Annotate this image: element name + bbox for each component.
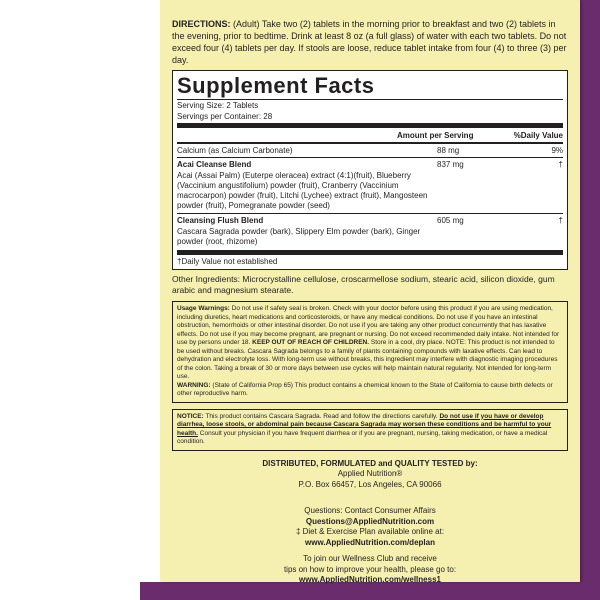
- wellness-club-text: To join our Wellness Club and receive: [303, 554, 437, 563]
- notice-box: [172, 409, 568, 451]
- row-amount: 88 mg: [437, 146, 460, 155]
- diet-plan-text: ‡ Diet & Exercise Plan available online at:: [295, 527, 445, 536]
- row-amount: 605 mg: [437, 216, 464, 225]
- warnings-label: Usage Warnings:: [177, 305, 230, 312]
- wellness-club-text-2: tips on how to improve your health, please go to:: [283, 564, 457, 574]
- distributor-address: P.O. Box 66457, Los Angeles, CA 90066: [298, 479, 442, 489]
- contact-info: [172, 506, 568, 586]
- row-dv: 9%: [551, 146, 563, 155]
- table-row: [177, 144, 563, 157]
- row-name: Cleansing Flush Blend: [177, 216, 264, 225]
- distributor-info: [172, 459, 568, 491]
- serving-size: Serving Size: 2 Tablets: [177, 101, 259, 110]
- notice-underlined-text: Do not use if you have or develop diarrhea, loose stools, or abdominal pain because Cascara Sagrada may worsen these conditions and be harmful to your health.: [177, 412, 552, 437]
- row-amount: 837 mg: [437, 160, 464, 169]
- table-header-row: [177, 129, 563, 142]
- table-row: [177, 158, 563, 171]
- header-dv: %Daily Value: [513, 131, 563, 140]
- header-amount: Amount per Serving: [397, 131, 474, 140]
- notice-label: NOTICE:: [177, 412, 204, 420]
- wellness-club-url: www.AppliedNutrition.com/wellness1: [299, 575, 441, 584]
- directions-text: (Adult) Take two (2) tablets in the morning prior to breakfast and two (2) tablets in the evening, prior to bedtime. Drink at least 8 oz (a full glass) of water with each two tablets. Do not exceed four (4) tablets per day. If stools are loose, reduce tablet intake from four (4) to three (3) per day.: [172, 19, 567, 65]
- row-dv: †: [558, 216, 563, 225]
- row-name: Calcium (as Calcium Carbonate): [177, 146, 293, 155]
- usage-warnings: [172, 301, 568, 403]
- distributor-heading: DISTRIBUTED, FORMULATED and QUALITY TESTED by:: [262, 458, 478, 468]
- prop65-text: (State of California Prop 65) This product contains a chemical known to the State of California to cause birth defects or other reproductive harm.: [177, 381, 553, 397]
- table-row: [177, 214, 563, 227]
- notice-text-2: Consult your physician if you have frequent diarrhea or if you are pregnant, nursing, taking medication, or have a medical condition.: [177, 429, 548, 445]
- directions: [172, 18, 568, 66]
- row-description: Cascara Sagrada powder (bark), Slippery Elm powder (bark), Ginger powder (root, rhizome): [177, 227, 421, 246]
- questions-email: Questions@AppliedNutrition.com: [305, 516, 435, 526]
- servings-per-container: Servings per Container: 28: [177, 112, 273, 121]
- row-name: Acai Cleanse Blend: [177, 160, 252, 169]
- diet-plan-url: www.AppliedNutrition.com/deplan: [305, 537, 435, 547]
- dv-footnote: †Daily Value not established: [177, 257, 278, 266]
- notice-text: This product contains Cascara Sagrada. Read and follow the directions carefully.: [205, 412, 438, 420]
- keep-out-text: KEEP OUT OF REACH OF CHILDREN.: [252, 339, 370, 346]
- questions-text: Questions: Contact Consumer Affairs: [304, 506, 436, 515]
- supplement-facts-table: [172, 70, 568, 270]
- prop65-label: WARNING:: [177, 381, 211, 389]
- other-ingredients: Other Ingredients: Microcrystalline cellulose, croscarmellose sodium, stearic acid, silicon dioxide, gum arabic and magnesium stearate.: [172, 274, 555, 295]
- row-description: Acai (Assai Palm) (Euterpe oleracea) extract (4:1)(fruit), Blueberry (Vaccinium angustifolium) powder (fruit), Cranberry (Vaccinium macrocarpon) powder (fruit), Litchi (Lychee) extract (fruit), Mangosteen powder (fruit), Pomegranate powder (seed): [177, 171, 428, 210]
- label-panel: [160, 0, 580, 582]
- directions-label: DIRECTIONS:: [172, 19, 231, 29]
- row-dv: †: [558, 160, 563, 169]
- warnings-text: Do not use if safety seal is broken. Check with your doctor before using this product if you are using medication, including diuretics, heart medications and corticosteroids, or have any medical conditions. Do not use if you have an intestinal obstruction, hemorrhoids or other intestinal disorder. Do not use if you are taking any other product concurrently that has laxative effects. Do not use if you may become pregnant, are pregnant or nursing. Do not exceed recommended daily intake. Not intended for use by persons under 18.: [177, 305, 560, 346]
- distributor-name: Applied Nutrition®: [337, 469, 403, 478]
- supplement-facts-title: Supplement Facts: [177, 73, 375, 98]
- warnings-text-2: Store in a cool, dry place. NOTE: This product is not intended to be used without breaks. Cascara Sagrada belongs to a family of plants containing compounds with laxative effects. Can lead to dehydration and electrolyte loss. With long-term use without breaks, this ingredient may interfere with diagnostic imaging procedures of the colon. Taking a break of 30 or more days between use cycles will help maintain natural regularity. Not intended for long-term use.: [177, 339, 558, 380]
